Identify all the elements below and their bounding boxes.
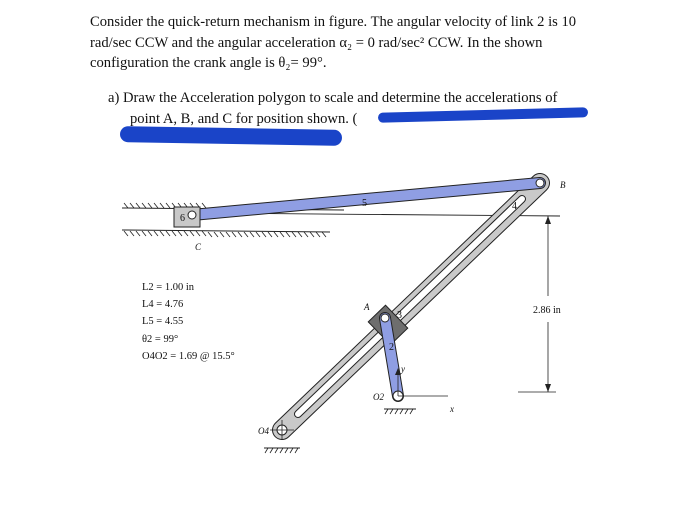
label-link-6: 6 — [180, 213, 185, 224]
label-link-4: 4 — [512, 201, 517, 212]
pin-b — [536, 179, 544, 187]
given-values — [142, 279, 235, 365]
pin-c — [188, 211, 196, 219]
slider-block-6 — [174, 207, 200, 227]
ground-o2 — [384, 409, 416, 414]
given-theta2: θ2 = 99° — [142, 333, 179, 345]
given-l5: L5 = 4.55 — [142, 316, 184, 328]
question-line-1: a) Draw the Acceleration polygon to scale and determine the accelerations of — [108, 90, 558, 106]
pin-a — [381, 314, 389, 322]
link-4 — [282, 183, 540, 430]
label-axis-y: y — [401, 364, 405, 374]
given-l2: L2 = 1.00 in — [142, 282, 195, 293]
label-link-5: 5 — [362, 198, 367, 209]
dimension-2-86 — [518, 216, 556, 392]
label-point-o4: O4 — [258, 426, 269, 436]
label-point-o2: O2 — [373, 392, 384, 402]
bottom-guide-rail — [122, 230, 330, 237]
label-point-a: A — [364, 302, 370, 312]
label-point-b: B — [560, 180, 566, 190]
problem-line-2: rad/sec CCW and the angular acceleration α₂ = 0 rad/sec² CCW. In the shown — [90, 34, 543, 51]
label-axis-x: x — [450, 404, 454, 414]
given-l4: L4 = 4.76 — [142, 299, 184, 311]
problem-line-3: configuration the crank angle is θ₂= 99°. — [90, 55, 327, 71]
label-link-2: 2 — [389, 342, 394, 353]
label-dimension: 2.86 in — [533, 305, 561, 316]
problem-line-1: Consider the quick-return mechanism in figure. The angular velocity of link 2 is 10 — [90, 14, 577, 30]
question-line-2: point A, B, and C for position shown. ( — [130, 111, 358, 127]
label-point-c: C — [195, 242, 202, 252]
given-o4o2: O4O2 = 1.69 @ 15.5° — [142, 350, 235, 362]
label-link-3: 3 — [397, 310, 402, 321]
